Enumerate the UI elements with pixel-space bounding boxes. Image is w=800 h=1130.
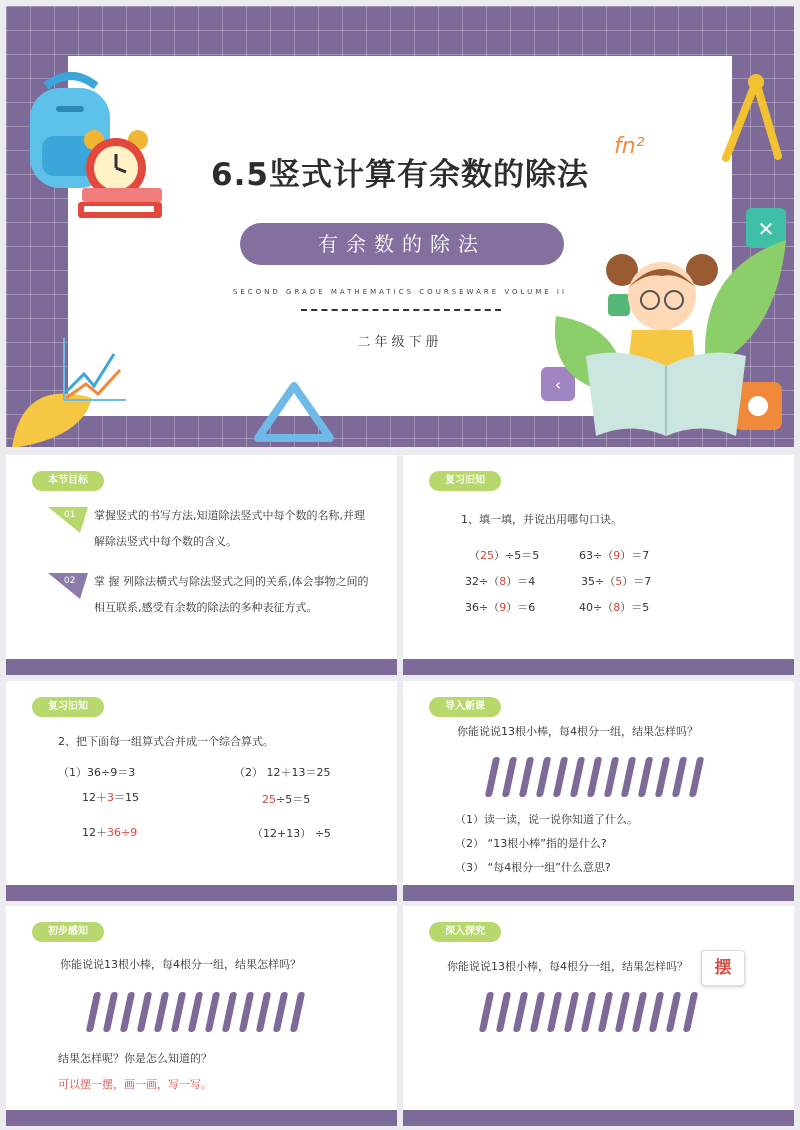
perceive-slide xyxy=(6,906,397,1126)
section-tag: 深入探究 xyxy=(429,922,501,942)
goal-text: 掌 握 列除法横式与除法竖式之间的关系,体会事物之间的 xyxy=(94,575,369,588)
title-slide xyxy=(6,6,794,447)
section-tag: 导入新课 xyxy=(429,697,501,717)
stick xyxy=(519,757,535,797)
stick xyxy=(154,992,170,1032)
equation: （12+13） ÷5 xyxy=(252,827,331,840)
hint-text: 可以摆一摆，画一画，写一写。 xyxy=(58,1078,212,1091)
exercise-prompt: 2、把下面每一组算式合并成一个综合算式。 xyxy=(58,735,274,748)
stick xyxy=(496,992,512,1032)
stick xyxy=(273,992,289,1032)
stick xyxy=(120,992,136,1032)
stick xyxy=(137,992,153,1032)
stick xyxy=(256,992,272,1032)
english-subtitle: SECOND GRADE MATHEMATICS COURSEWARE VOLUME II xyxy=(232,288,568,296)
equation: 12＋3＝15 xyxy=(82,791,139,804)
books-icon xyxy=(78,184,168,224)
stick xyxy=(683,992,699,1032)
stick xyxy=(502,757,518,797)
triangle-ruler-icon xyxy=(254,382,334,442)
fn-symbol: fn² xyxy=(614,134,645,159)
stick xyxy=(621,757,637,797)
exercise-prompt: 1、填一填，并说出用哪句口诀。 xyxy=(461,513,622,526)
slide-footer-bar xyxy=(403,1110,794,1126)
sub-question: （1）读一读，说一说你知道了什么。 xyxy=(455,813,638,826)
stick xyxy=(479,992,495,1032)
stick xyxy=(536,757,552,797)
section-tag: 复习旧知 xyxy=(32,697,104,717)
stick xyxy=(530,992,546,1032)
section-tag: 初步感知 xyxy=(32,922,104,942)
goal-number: 01 xyxy=(64,510,76,520)
goal-text: 解除法竖式中每个数的含义。 xyxy=(94,535,237,548)
stick xyxy=(239,992,255,1032)
slide-footer-bar xyxy=(6,885,397,901)
subtitle-pill: 有余数的除法 xyxy=(240,223,564,265)
stick xyxy=(666,992,682,1032)
section-tag: 本节目标 xyxy=(32,471,104,491)
stick xyxy=(581,992,597,1032)
review-slide-1 xyxy=(403,455,794,675)
goal-text: 相互联系,感受有余数的除法的多种表征方式。 xyxy=(94,601,318,614)
stick xyxy=(290,992,306,1032)
compass-icon xyxy=(706,68,786,168)
equation: 32÷（8）＝4 xyxy=(465,575,536,588)
slide-footer-bar xyxy=(403,659,794,675)
stick xyxy=(689,757,705,797)
stick xyxy=(205,992,221,1032)
goals-slide xyxy=(6,455,397,675)
goal-number: 02 xyxy=(64,576,76,586)
equation: 25÷5＝5 xyxy=(262,793,311,806)
equation: 12＋36÷9 xyxy=(82,826,138,839)
equation: 36÷（9）＝6 xyxy=(465,601,536,614)
intro-slide xyxy=(403,681,794,901)
stick xyxy=(222,992,238,1032)
stick xyxy=(672,757,688,797)
slide-footer-bar xyxy=(403,885,794,901)
explore-slide xyxy=(403,906,794,1126)
stick xyxy=(655,757,671,797)
question-text: 你能说说13根小棒，每4根分一组，结果怎样吗？ xyxy=(457,725,698,738)
svg-text:‹: ‹ xyxy=(554,375,562,394)
equation: 40÷（8）＝5 xyxy=(579,601,650,614)
stick xyxy=(649,992,665,1032)
stick xyxy=(587,757,603,797)
stick xyxy=(86,992,102,1032)
stick xyxy=(103,992,119,1032)
stick xyxy=(547,992,563,1032)
svg-text:✕: ✕ xyxy=(757,217,775,241)
equation: （1）36÷9＝3 xyxy=(58,766,136,779)
stick xyxy=(615,992,631,1032)
stick xyxy=(171,992,187,1032)
stick xyxy=(638,757,654,797)
stick xyxy=(513,992,529,1032)
sub-question: （2） “13根小棒”指的是什么? xyxy=(455,837,607,850)
question-text: 你能说说13根小棒，每4根分一组，结果怎样吗？ xyxy=(60,958,301,971)
stick xyxy=(553,757,569,797)
question-text: 你能说说13根小棒，每4根分一组，结果怎样吗？ xyxy=(447,960,688,973)
review-slide-2 xyxy=(6,681,397,901)
sub-question: （3） “每4根分一组”什么意思? xyxy=(455,861,611,874)
equation: 63÷（9）＝7 xyxy=(579,549,650,562)
equation: 35÷（5）＝7 xyxy=(581,575,652,588)
stick xyxy=(564,992,580,1032)
goal-text: 掌握竖式的书写方法,知道除法竖式中每个数的名称,并理 xyxy=(94,509,365,522)
place-sticks-button[interactable]: 摆 xyxy=(701,950,745,986)
slide-footer-bar xyxy=(6,659,397,675)
line-graph-icon xyxy=(58,334,130,406)
hero-title: 6.5竖式计算有余数的除法 xyxy=(211,157,589,193)
dashed-divider xyxy=(301,309,501,311)
stick xyxy=(598,992,614,1032)
equation: （25）÷5＝5 xyxy=(469,549,540,562)
stick xyxy=(604,757,620,797)
open-book-illustration xyxy=(586,346,746,436)
stick xyxy=(188,992,204,1032)
section-tag: 复习旧知 xyxy=(429,471,501,491)
slide-footer-bar xyxy=(6,1110,397,1126)
equation: （2） 12＋13＝25 xyxy=(234,766,331,779)
stick xyxy=(485,757,501,797)
grade-label: 二年级下册 xyxy=(357,335,443,350)
follow-up-text: 结果怎样呢？你是怎么知道的？ xyxy=(58,1052,212,1065)
stick xyxy=(570,757,586,797)
stick xyxy=(632,992,648,1032)
